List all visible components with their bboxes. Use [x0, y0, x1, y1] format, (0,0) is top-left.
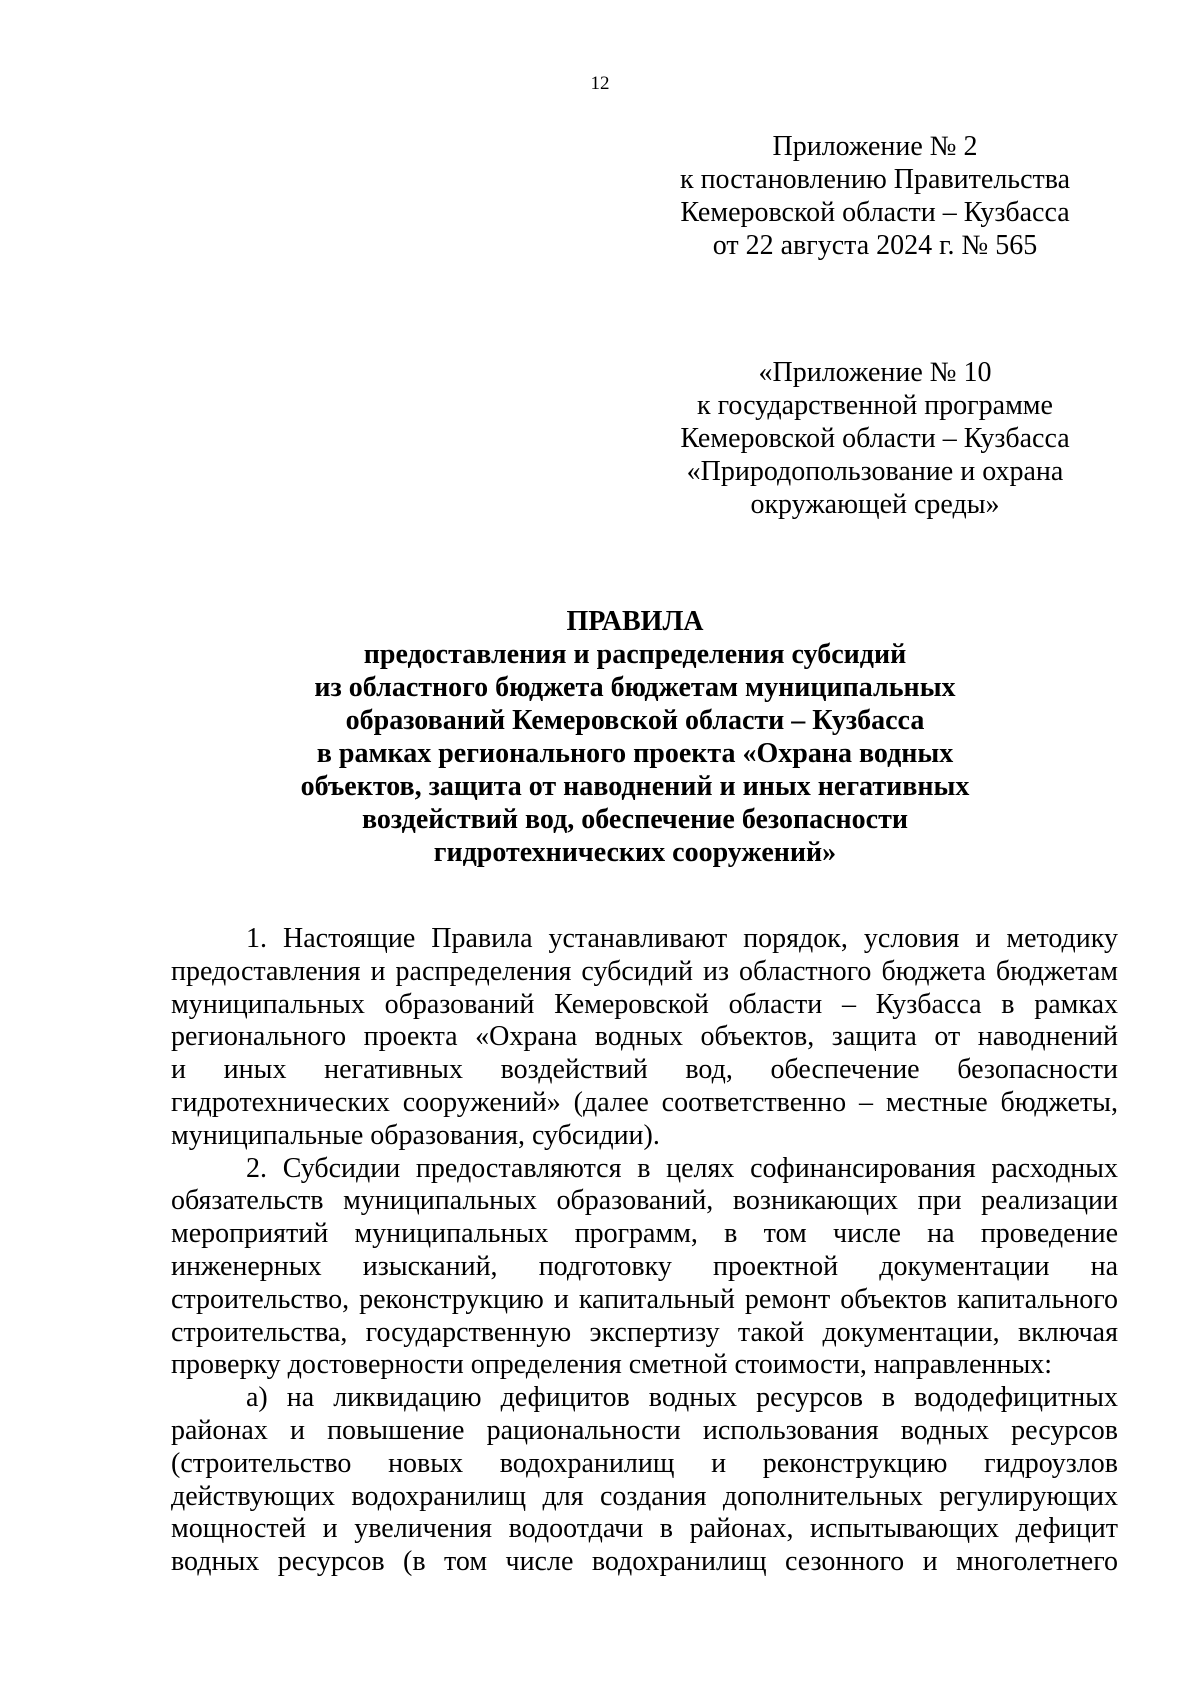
text-line: гидротехнических сооружений» (далее соответственно – местные бюджеты, — [171, 1086, 1118, 1118]
paragraph-1 — [171, 923, 1118, 1153]
text-line: районах и повышение рациональности использования водных ресурсов — [171, 1414, 1118, 1446]
document-title — [170, 605, 1100, 869]
title-heading: ПРАВИЛА — [566, 606, 704, 637]
appendix-line: «Природопользование и охрана — [686, 456, 1064, 487]
text-line: водных ресурсов (в том числе водохранилищ сезонного и многолетнего — [171, 1546, 1118, 1578]
appendix-line: «Приложение № 10 — [758, 357, 992, 388]
document-body — [171, 923, 1118, 1579]
text-line: строительство, реконструкцию и капитальный ремонт объектов капитального — [171, 1283, 1118, 1315]
appendix-line: от 22 августа 2024 г. № 565 — [712, 230, 1038, 261]
text-line: (строительство новых водохранилищ и реконструкцию гидроузлов — [171, 1447, 1118, 1479]
text-line: проверку достоверности определения сметной стоимости, направленных: — [171, 1349, 1053, 1381]
title-line: объектов, защита от наводнений и иных негативных — [300, 771, 970, 802]
text-line: действующих водохранилищ для создания дополнительных регулирующих — [171, 1480, 1118, 1512]
text-line: а) на ликвидацию дефицитов водных ресурсов в вододефицитных — [246, 1382, 1118, 1414]
appendix-reference — [660, 130, 1090, 262]
title-line: из областного бюджета бюджетам муниципальных — [314, 672, 956, 703]
text-line: обязательств муниципальных образований, возникающих при реализации — [171, 1185, 1118, 1217]
title-line: образований Кемеровской области – Кузбасса — [345, 705, 925, 736]
text-line: 2. Субсидии предоставляются в целях софинансирования расходных — [246, 1152, 1118, 1184]
title-line: гидротехнических сооружений» — [433, 837, 837, 868]
text-line: мероприятий муниципальных программ, в том числе на проведение — [171, 1218, 1118, 1250]
program-appendix-reference — [660, 356, 1090, 521]
appendix-line: к государственной программе — [697, 390, 1053, 421]
title-line: воздействий вод, обеспечение безопасности — [361, 804, 908, 835]
appendix-line: к постановлению Правительства — [679, 164, 1071, 195]
paragraph-2 — [171, 1153, 1118, 1383]
appendix-line: Приложение № 2 — [772, 131, 978, 162]
appendix-line: Кемеровской области – Кузбасса — [680, 197, 1070, 228]
text-line: муниципальные образования, субсидии). — [171, 1119, 660, 1151]
appendix-line: окружающей среды» — [750, 489, 1000, 520]
page-number: 12 — [590, 73, 610, 94]
appendix-line: Кемеровской области – Кузбасса — [680, 423, 1070, 454]
title-line: предоставления и распределения субсидий — [363, 639, 907, 670]
text-line: муниципальных образований Кемеровской области – Кузбасса в рамках — [171, 988, 1118, 1020]
text-line: 1. Настоящие Правила устанавливают порядок, условия и методику — [246, 923, 1118, 954]
text-line: и иных негативных воздействий вод, обеспечение безопасности — [171, 1054, 1118, 1086]
title-line: в рамках регионального проекта «Охрана водных — [316, 738, 954, 769]
text-line: строительства, государственную экспертизу такой документации, включая — [171, 1316, 1118, 1348]
text-line: предоставления и распределения субсидий из областного бюджета бюджетам — [171, 955, 1118, 987]
text-line: инженерных изысканий, подготовку проектной документации на — [171, 1250, 1118, 1282]
text-line: регионального проекта «Охрана водных объектов, защита от наводнений — [171, 1021, 1118, 1053]
paragraph-2a — [171, 1382, 1118, 1579]
text-line: мощностей и увеличения водоотдачи в районах, испытывающих дефицит — [171, 1513, 1118, 1545]
